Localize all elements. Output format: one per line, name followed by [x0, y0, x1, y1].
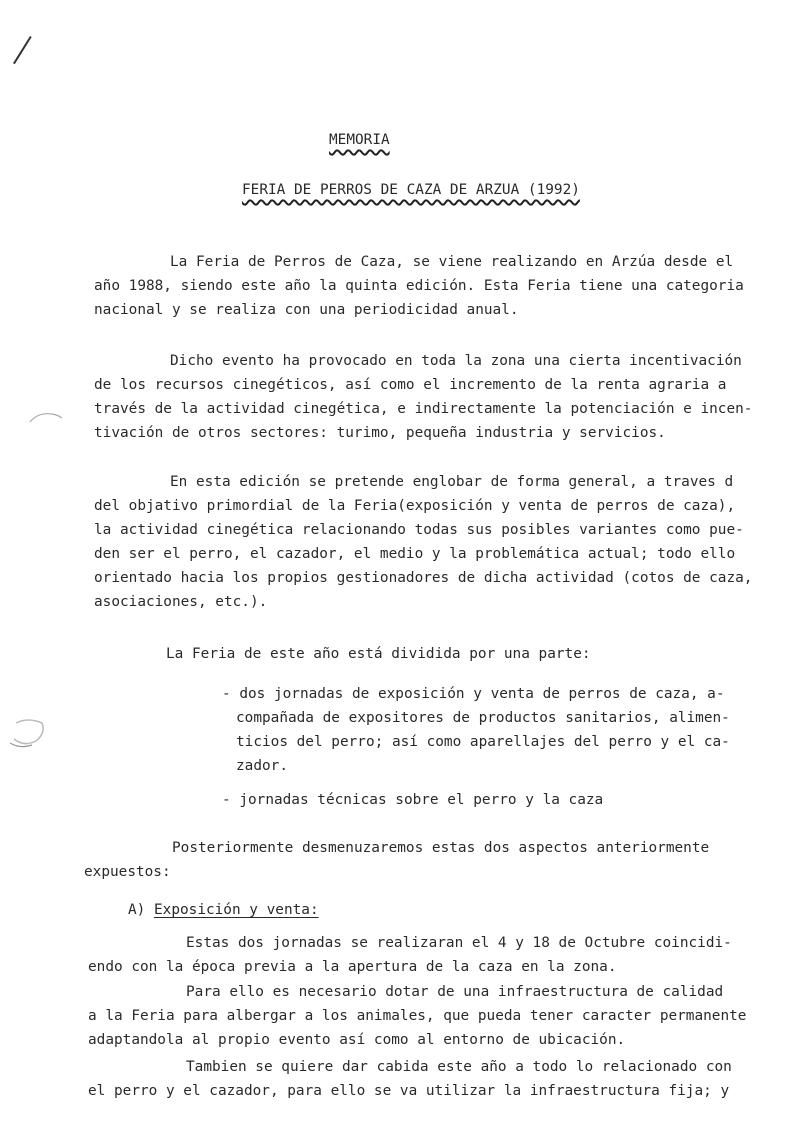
scan-smudge-mark [26, 408, 66, 428]
paragraph-line: Dicho evento ha provocado en toda la zona una cierta incentivación [170, 353, 742, 369]
paragraph-line: Para ello es necesario dotar de una infraestructura de calidad [186, 984, 724, 1000]
document-subtitle: FERIA DE PERROS DE CAZA DE ARZUA (1992) [242, 182, 580, 198]
paragraph-line: año 1988, siendo este año la quinta edición. Esta Feria tiene una categoria [94, 278, 744, 294]
paragraph-line: del objativo primordial de la Feria(exposición y venta de perros de caza), [94, 498, 736, 514]
paragraph-line: a la Feria para albergar a los animales, que pueda tener caracter permanente [88, 1008, 747, 1024]
paragraph-line: La Feria de Perros de Caza, se viene realizando en Arzúa desde el [170, 254, 734, 270]
paragraph-line: Posteriormente desmenuzaremos estas dos aspectos anteriormente [172, 840, 710, 856]
paragraph-line: el perro y el cazador, para ello se va utilizar la infraestructura fija; y [88, 1083, 730, 1099]
paragraph-line: Estas dos jornadas se realizaran el 4 y 18 de Octubre coincidi- [186, 935, 732, 951]
paragraph-line: endo con la época previa a la apertura de la caza en la zona. [88, 959, 617, 975]
paragraph-line: nacional y se realiza con una periodicidad anual. [94, 302, 519, 318]
list-item-continuation: ticios del perro; así como aparellajes del perro y el ca- [236, 734, 730, 750]
paragraph-line: adaptandola al propio evento así como al entorno de ubicación. [88, 1032, 626, 1048]
paragraph-line: den ser el perro, el cazador, el medio y la problemática actual; todo ello [94, 546, 736, 562]
paragraph-line: la actividad cinegética relacionando todas sus posibles variantes como pue- [94, 522, 744, 538]
document-title: MEMORIA [329, 132, 390, 148]
paragraph-line: de los recursos cinegéticos, así como el incremento de la renta agraria a [94, 377, 727, 393]
section-label: A) [128, 902, 146, 918]
paragraph-line: asociaciones, etc.). [94, 594, 268, 610]
paragraph-line: La Feria de este año está dividida por una parte: [166, 646, 591, 662]
list-item: - jornadas técnicas sobre el perro y la caza [222, 792, 604, 808]
paragraph-line: En esta edición se pretende englobar de forma general, a traves d [170, 474, 734, 490]
list-item-continuation: zador. [236, 758, 288, 774]
paragraph-line: Tambien se quiere dar cabida este año a todo lo relacionado con [186, 1059, 732, 1075]
paragraph-line: expuestos: [84, 864, 171, 880]
paragraph-line: orientado hacia los propios gestionadores de dicha actividad (cotos de caza, [94, 570, 753, 586]
section-heading [128, 898, 319, 922]
pen-slash-mark [13, 36, 32, 64]
paragraph-line: tivación de otros sectores: turimo, pequeña industria y servicios. [94, 425, 666, 441]
scan-smudge-mark [6, 715, 50, 751]
paragraph-line: través de la actividad cinegética, e indirectamente la potenciación e incen- [94, 401, 753, 417]
list-item-continuation: compañada de expositores de productos sanitarios, alimen- [236, 710, 730, 726]
list-item: - dos jornadas de exposición y venta de perros de caza, a- [222, 686, 725, 702]
section-title: Exposición y venta: [154, 902, 319, 918]
